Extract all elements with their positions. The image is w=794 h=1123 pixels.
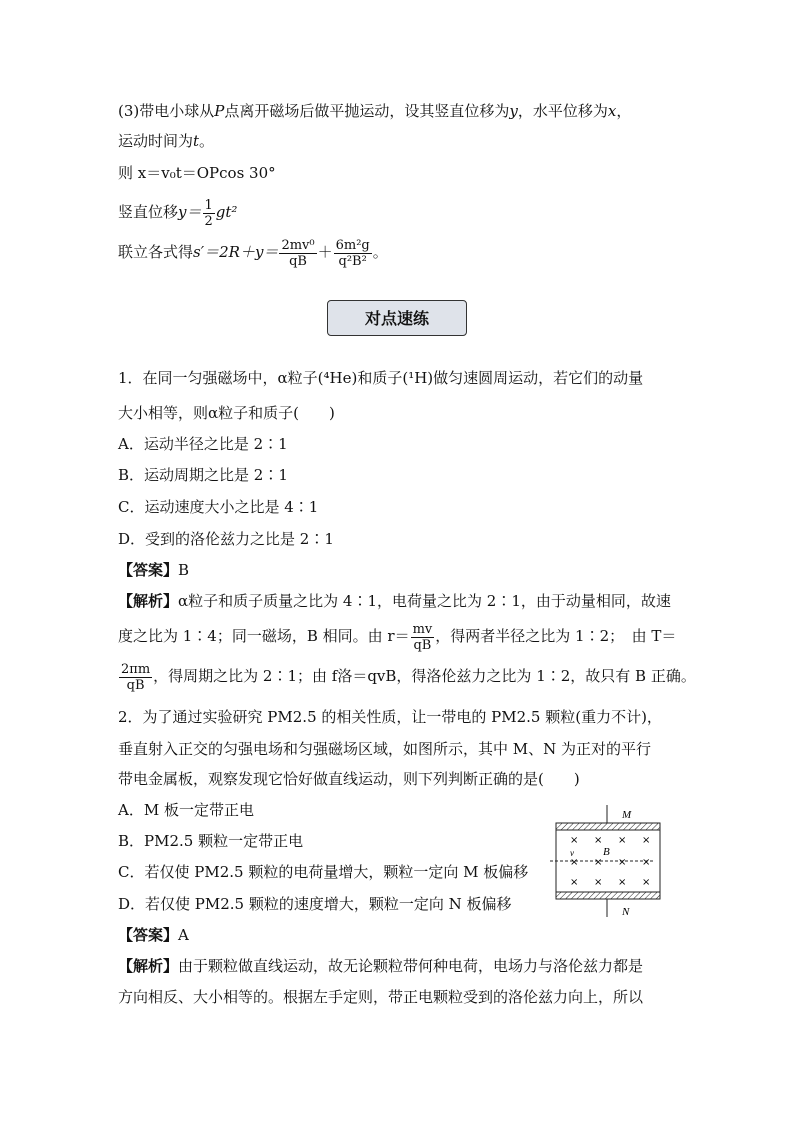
- text: ，: [616, 102, 632, 120]
- text: ，得周期之比为 2∶1；由 f洛＝qvB，得洛伦兹力之比为 1∶2，故只有 B 正确。: [153, 667, 696, 685]
- fraction-1: [279, 238, 316, 269]
- numerator: 2mv⁰: [281, 237, 315, 253]
- var-t: t: [193, 132, 200, 150]
- text: 。: [199, 132, 215, 150]
- q2-option-c: C．若仅使 PM2.5 颗粒的电荷量增大，颗粒一定向 M 板偏移: [118, 863, 529, 881]
- plate-m: [556, 823, 660, 830]
- fraction-r: [411, 622, 435, 653]
- plate-n: [556, 892, 660, 899]
- q2-option-d: D．若仅使 PM2.5 颗粒的速度增大，颗粒一定向 N 板偏移: [118, 895, 512, 913]
- cross-mark: ×: [570, 835, 579, 846]
- capacitor-field-diagram: [548, 803, 666, 921]
- numerator: mv: [412, 621, 433, 637]
- q2-stem-line3: 带电金属板，观察发现它恰好做直线运动，则下列判断正确的是( ): [118, 770, 580, 788]
- q1-analysis-line1: [118, 590, 671, 612]
- answer-value: B: [178, 561, 190, 579]
- label-n: N: [622, 906, 630, 918]
- text: ，水平位移为: [517, 102, 608, 120]
- analysis-tag: 【解析】: [118, 957, 179, 975]
- denominator: qB: [126, 677, 145, 693]
- cross-mark: ×: [618, 835, 627, 846]
- equation-s: s′＝2R＋y＝: [193, 243, 279, 261]
- label-b: B: [603, 846, 610, 858]
- denominator: q²B²: [338, 253, 367, 269]
- part3-line5: [118, 234, 388, 270]
- q2-analysis-line2: 方向相反、大小相等的。根据左手定则，带正电颗粒受到的洛伦兹力向上，所以: [118, 988, 644, 1006]
- cross-mark: ×: [570, 857, 579, 868]
- q1-analysis-line3: [118, 658, 696, 694]
- part3-line4: [118, 194, 237, 230]
- text: 度之比为 1∶4；同一磁场，B 相同。由 r＝: [118, 627, 410, 645]
- q2-option-b: B．PM2.5 颗粒一定带正电: [118, 832, 304, 850]
- denominator: qB: [413, 637, 432, 653]
- q1-option-a: A．运动半径之比是 2∶1: [118, 435, 288, 453]
- q1-option-c: C．运动速度大小之比是 4∶1: [118, 498, 319, 516]
- q1-stem-line2: 大小相等，则α粒子和质子( ): [118, 404, 335, 422]
- cross-mark: ×: [618, 857, 627, 868]
- q2-analysis-line1: [118, 955, 643, 977]
- section-title: 对点速练: [327, 300, 467, 336]
- denominator: 2: [204, 213, 213, 229]
- text: ，得两者半径之比为 1∶2； 由 T＝: [435, 627, 677, 645]
- cross-mark: ×: [594, 877, 603, 888]
- cross-mark: ×: [642, 835, 651, 846]
- var-x: x: [607, 102, 617, 120]
- cross-mark: ×: [642, 857, 651, 868]
- text: 点离开磁场后做平抛运动，设其竖直位移为: [224, 102, 510, 120]
- equation-x: 则 x＝v₀t＝OPcos 30°: [118, 164, 276, 182]
- q2-answer: [118, 924, 189, 946]
- q2-option-a: A．M 板一定带正电: [118, 801, 254, 819]
- denominator: qB: [289, 253, 307, 269]
- cross-mark: ×: [594, 835, 603, 846]
- numerator: 6m²g: [335, 237, 370, 253]
- equation-y: y＝: [178, 203, 202, 221]
- q1-analysis-line2: [118, 618, 676, 654]
- text: 运动时间为: [118, 132, 194, 150]
- plus: ＋: [317, 243, 333, 261]
- text: 联立各式得: [118, 243, 194, 261]
- part3-line2: [118, 130, 214, 152]
- numerator: 2πm: [121, 661, 151, 677]
- text: 由于颗粒做直线运动，故无论颗粒带何种电荷，电场力与洛伦兹力都是: [178, 957, 644, 975]
- answer-tag: 【答案】: [118, 926, 179, 944]
- cross-mark: ×: [594, 857, 603, 868]
- text: (3)带电小球从: [118, 102, 215, 120]
- q1-option-d: D．受到的洛伦兹力之比是 2∶1: [118, 530, 334, 548]
- var-p: P: [214, 102, 225, 120]
- fraction-2: [334, 238, 372, 269]
- part3-line1: [118, 100, 631, 122]
- q2-stem-line1: 2．为了通过实验研究 PM2.5 的相关性质，让一带电的 PM2.5 颗粒(重力不计)，: [118, 708, 662, 726]
- numerator: 1: [204, 197, 213, 213]
- text: α粒子和质子质量之比为 4∶1，电荷量之比为 2∶1，由于动量相同，故速: [178, 592, 671, 610]
- var-y: y: [509, 102, 518, 120]
- q1-stem-line1: 1．在同一匀强磁场中，α粒子(⁴He)和质子(¹H)做匀速圆周运动，若它们的动量: [118, 369, 644, 387]
- cross-mark: ×: [570, 877, 579, 888]
- text: 竖直位移: [118, 203, 179, 221]
- label-v: v: [570, 848, 574, 858]
- fraction-half: [203, 198, 215, 229]
- q1-option-b: B．运动周期之比是 2∶1: [118, 466, 288, 484]
- answer-value: A: [178, 926, 189, 944]
- text: 。: [372, 243, 388, 261]
- analysis-tag: 【解析】: [118, 592, 179, 610]
- cross-mark: ×: [618, 877, 627, 888]
- equation-gt2: gt²: [215, 203, 238, 221]
- q2-stem-line2: 垂直射入正交的匀强电场和匀强磁场区域，如图所示，其中 M、N 为正对的平行: [118, 740, 652, 758]
- cross-mark: ×: [642, 877, 651, 888]
- part3-line3: [118, 162, 276, 184]
- fraction-t: [119, 662, 152, 693]
- q1-answer: [118, 559, 189, 581]
- label-m: M: [622, 809, 632, 821]
- answer-tag: 【答案】: [118, 561, 179, 579]
